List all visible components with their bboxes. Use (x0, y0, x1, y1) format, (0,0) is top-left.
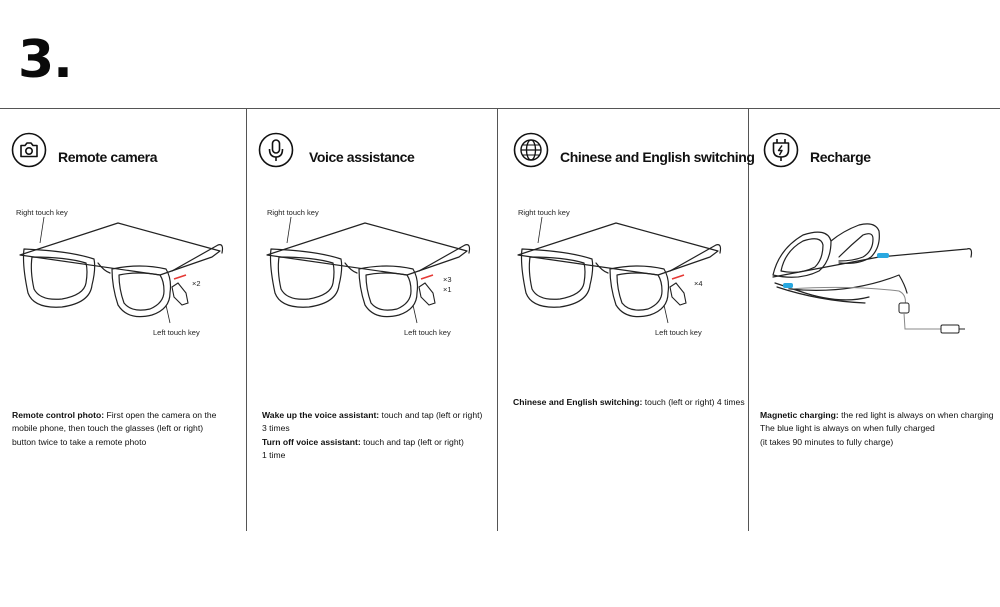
left-touch-key-label: Left touch key (655, 328, 702, 337)
tap-count: ×2 (192, 279, 201, 288)
left-touch-key-label: Left touch key (404, 328, 451, 337)
glasses-illustration (498, 205, 738, 345)
panel-recharge (749, 109, 1000, 531)
globe-icon (513, 132, 549, 168)
panel-description: Remote control photo: First open the camera on the mobile phone, then touch the glasses (left or right) button twice to take a remote photo (12, 410, 217, 447)
panel-title: Recharge (810, 149, 871, 165)
tap-count: ×3 (443, 275, 452, 284)
microphone-icon (258, 132, 294, 168)
usb-plug-icon (941, 325, 959, 333)
plug-charge-icon (763, 132, 799, 168)
right-touch-key-label: Right touch key (267, 208, 319, 217)
magnetic-connector (877, 253, 889, 258)
left-touch-key-label: Left touch key (153, 328, 200, 337)
step-number: 3. (18, 30, 72, 90)
hand-tap-icon (419, 283, 435, 305)
charge-indicator-blue (783, 283, 793, 288)
camera-icon (11, 132, 47, 168)
panel-title: Chinese and English switching (560, 149, 755, 165)
folded-glasses-charging-illustration (759, 205, 999, 345)
tap-count: ×1 (443, 285, 452, 294)
right-touch-key-label: Right touch key (16, 208, 68, 217)
panel-remote-camera (0, 109, 246, 531)
panel-voice-assistance (247, 109, 497, 531)
panel-language-switching (498, 109, 755, 531)
tap-count: ×4 (694, 279, 703, 288)
panel-description: Wake up the voice assistant: touch and tap (left or right) 3 times Turn off voice assistant: touch and tap (left or right) 1 time (262, 410, 483, 461)
right-touch-key-label: Right touch key (518, 208, 570, 217)
panel-title: Voice assistance (309, 149, 415, 165)
hand-tap-icon (670, 283, 686, 305)
charging-cable (904, 313, 941, 329)
panel-title: Remote camera (58, 149, 158, 165)
hand-tap-icon (172, 283, 188, 305)
panel-description: Chinese and English switching: touch (left or right) 4 times (513, 397, 745, 407)
panel-description: Magnetic charging: the red light is always on when charging The blue light is always on when fully charged (it takes 90 minutes to fully charge) (760, 410, 994, 447)
glasses-illustration (0, 205, 240, 345)
charging-cable-plug (899, 303, 909, 313)
instruction-panels (0, 108, 1000, 531)
